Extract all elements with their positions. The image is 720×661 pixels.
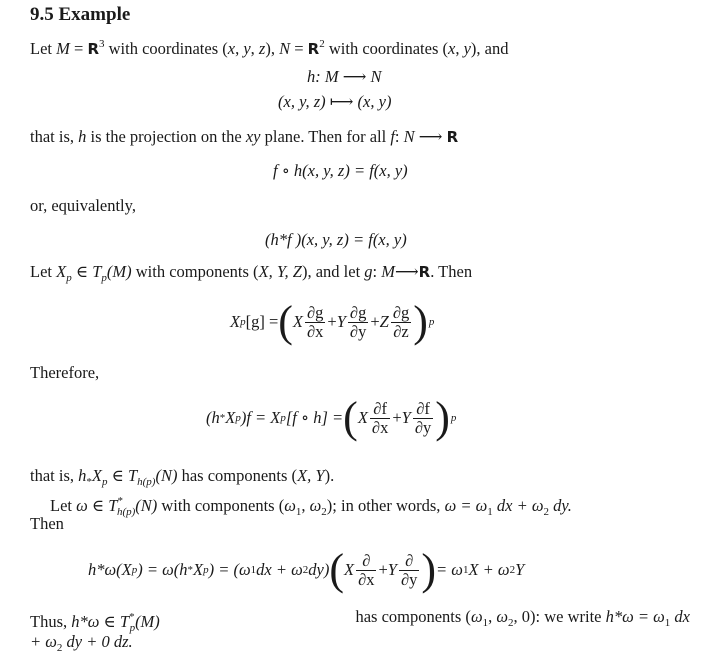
superscript: *: [129, 611, 135, 623]
text: )f = X: [240, 408, 281, 427]
var-h: h: [78, 127, 87, 146]
var-m: M: [381, 262, 396, 281]
fraction: [348, 304, 368, 341]
text: = ω: [436, 560, 463, 579]
denominator: ∂x: [358, 569, 375, 589]
reals-symbol: R: [446, 128, 459, 146]
text: (h: [206, 408, 220, 427]
subscript: p: [101, 476, 108, 488]
numerator: ∂g: [392, 302, 410, 322]
subscript: p: [66, 272, 72, 284]
denominator: ∂y: [349, 321, 367, 341]
text: with coordinates (: [104, 39, 228, 58]
subscript: h(p): [137, 476, 156, 488]
text: ) = ω(h: [137, 560, 188, 579]
text: with components (: [157, 496, 285, 515]
equation-pullback: (h*f )(x, y, z) = f(x, y): [265, 230, 407, 249]
subscript: p: [131, 564, 138, 576]
equation-tangent-action: [230, 297, 434, 347]
paragraph-equivalently: or, equivalently,: [30, 196, 136, 215]
paragraph-thus-cont: [30, 632, 133, 658]
text: + ω: [30, 632, 57, 651]
var-omega: ω: [470, 607, 483, 626]
text: ∈: [99, 612, 120, 631]
text: dx + ω: [256, 560, 303, 579]
section-heading: 9.5 Example: [30, 4, 131, 25]
map-definition-line: h: M ⟶ N: [307, 67, 382, 86]
denominator: ∂y: [414, 417, 432, 437]
var-h: h: [78, 466, 87, 485]
subscript: p: [450, 412, 457, 424]
denominator: ∂y: [400, 569, 418, 589]
var-x: x: [448, 39, 456, 58]
paragraph-let-m: [30, 34, 508, 59]
text: ).: [324, 466, 335, 485]
text: h*ω = ω: [605, 607, 665, 626]
coef: Y: [336, 312, 346, 331]
fraction: [399, 552, 419, 589]
numerator: ∂g: [349, 302, 367, 322]
coef: Y: [401, 408, 411, 427]
text: ∈: [107, 466, 128, 485]
subscript: p: [101, 272, 107, 284]
map-rule-line: (x, y, z) ⟼ (x, y): [278, 92, 392, 111]
text: Let: [30, 262, 57, 281]
text: has components (: [355, 607, 471, 626]
text: ,: [301, 496, 310, 515]
var-t: T: [92, 262, 102, 281]
subscript: *: [187, 564, 194, 576]
subscript: h(p): [116, 506, 136, 518]
left-paren: (: [343, 393, 358, 442]
denominator: ∂x: [371, 417, 389, 437]
left-paren: (: [278, 297, 293, 346]
text: is the projection on the: [86, 127, 246, 146]
subscript: 2: [508, 617, 514, 629]
subscript: 1: [482, 617, 489, 629]
equation-pushforward: [206, 393, 456, 443]
paragraph-projection: [30, 127, 458, 147]
text: with coordinates (: [324, 39, 448, 58]
var-omega: ω: [309, 496, 322, 515]
subscript: 1: [250, 564, 257, 576]
text: Let: [30, 39, 57, 58]
subscript: p: [235, 412, 241, 424]
text: h*ω: [71, 612, 100, 631]
numerator: ∂f: [413, 400, 433, 419]
numerator: ∂: [356, 552, 376, 571]
plus: +: [378, 560, 388, 579]
var-x: X: [193, 560, 204, 579]
components: X, Y: [297, 466, 325, 485]
coef: X: [292, 312, 304, 331]
superscript: *: [117, 495, 123, 507]
coef: Y: [387, 560, 397, 579]
text: Y: [515, 560, 525, 579]
plus: +: [392, 408, 402, 427]
subscript: *: [86, 476, 92, 488]
var-n: N: [279, 39, 291, 58]
text: ω = ω: [444, 496, 488, 515]
subscript: p: [203, 564, 209, 576]
text: Let: [50, 496, 77, 515]
left-paren: (: [329, 545, 344, 594]
text-group: [355, 607, 690, 638]
reals-symbol: R: [307, 40, 320, 58]
var-y: y: [243, 39, 251, 58]
paragraph-therefore: Therefore,: [30, 363, 100, 382]
subscript: 2: [543, 506, 549, 518]
text: =: [69, 39, 88, 58]
text: dx + ω: [492, 496, 544, 515]
text: dy): [308, 560, 330, 579]
text: ∈: [71, 262, 93, 281]
text: has components (: [177, 466, 298, 485]
text: =: [290, 39, 308, 58]
text: :: [394, 127, 404, 146]
text: ); in other words,: [326, 496, 445, 515]
coef: X: [357, 408, 368, 427]
paragraph-components: [30, 466, 334, 492]
text: [f ∘ h] =: [285, 408, 344, 427]
exponent: 3: [99, 38, 105, 50]
text: [g] =: [245, 312, 279, 331]
var-z: z: [258, 39, 266, 58]
equation-pullback-form: [88, 545, 524, 595]
text: plane. Then for all: [260, 127, 391, 146]
subscript: 2: [509, 564, 516, 576]
subscript: p: [428, 316, 435, 328]
denominator: ∂x: [307, 321, 324, 341]
right-paren: ): [435, 393, 450, 442]
subscript: 2: [321, 506, 327, 518]
subscript: 2: [56, 642, 63, 654]
text: h*ω(X: [88, 560, 132, 579]
fraction: [413, 400, 433, 437]
right-paren: ): [421, 545, 437, 594]
text: :: [372, 262, 382, 281]
text: , 0): we write: [513, 607, 606, 626]
text: that is,: [30, 466, 79, 485]
var-f: f: [390, 127, 395, 146]
text: Thus,: [30, 612, 72, 631]
text: (N): [135, 496, 158, 515]
subscript: *: [219, 412, 226, 424]
text: ,: [455, 39, 464, 58]
text: ,: [488, 607, 497, 626]
fraction: [370, 400, 390, 437]
fraction: [356, 552, 376, 589]
subscript: 1: [295, 506, 302, 518]
subscript: p: [240, 316, 246, 328]
components: X, Y, Z: [258, 262, 302, 281]
var-xy: xy: [245, 127, 261, 146]
plus: +: [370, 312, 380, 331]
text: ∈: [87, 496, 109, 515]
paragraph-let-omega: [50, 491, 572, 522]
numerator: ∂f: [370, 400, 390, 419]
text: with components (: [131, 262, 259, 281]
coef: Z: [379, 312, 389, 331]
text: ),: [265, 39, 280, 58]
var-n: N: [403, 127, 415, 146]
coef: X: [343, 560, 355, 579]
text: X + ω: [468, 560, 510, 579]
var-omega: ω: [496, 607, 508, 626]
paragraph-then: Then: [30, 514, 64, 533]
text: ), and: [470, 39, 509, 58]
fraction: [391, 304, 411, 341]
text: ,: [250, 39, 259, 58]
text: ), and let: [301, 262, 365, 281]
numerator: ∂: [399, 552, 419, 571]
subscript: 1: [462, 564, 469, 576]
var-g: g: [364, 262, 373, 281]
var-m: M: [56, 39, 70, 58]
text: (N): [155, 466, 178, 485]
numerator: ∂g: [307, 302, 324, 322]
text: . Then: [430, 262, 473, 281]
subscript: 1: [664, 617, 671, 629]
var-x: X: [91, 466, 102, 485]
text: (M): [135, 612, 160, 631]
var-t: T: [127, 466, 138, 485]
var-omega: ω: [76, 496, 88, 515]
text: that is,: [30, 127, 79, 146]
var-t: T: [119, 612, 130, 631]
var-x: X: [230, 312, 241, 331]
arrow: ⟶: [395, 262, 419, 281]
right-paren: ): [413, 297, 428, 346]
var-omega: ω: [284, 496, 296, 515]
subscript: 2: [302, 564, 309, 576]
equation-composition: f ∘ h(x, y, z) = f(x, y): [273, 161, 408, 180]
reals-symbol: R: [418, 263, 431, 281]
denominator: ∂z: [393, 321, 409, 341]
subscript: p: [129, 622, 136, 634]
text: dx: [670, 607, 690, 626]
var-y: y: [463, 39, 471, 58]
exponent: 2: [319, 38, 325, 50]
plus: +: [327, 312, 337, 331]
text: ) = (ω: [208, 560, 251, 579]
reals-symbol: R: [87, 40, 99, 58]
text: dy + 0 dz.: [62, 632, 133, 651]
var-x: X: [56, 262, 67, 281]
subscript: p: [280, 412, 286, 424]
subscript: 1: [487, 506, 493, 518]
arrow: ⟶: [414, 127, 447, 146]
text: (M): [106, 262, 132, 281]
text: dy.: [548, 496, 572, 515]
var-t: T: [108, 496, 118, 515]
var-x: X: [225, 408, 236, 427]
var-x: x: [227, 39, 236, 58]
fraction: [305, 304, 325, 341]
paragraph-let-xp: [30, 262, 472, 288]
text: ,: [235, 39, 244, 58]
